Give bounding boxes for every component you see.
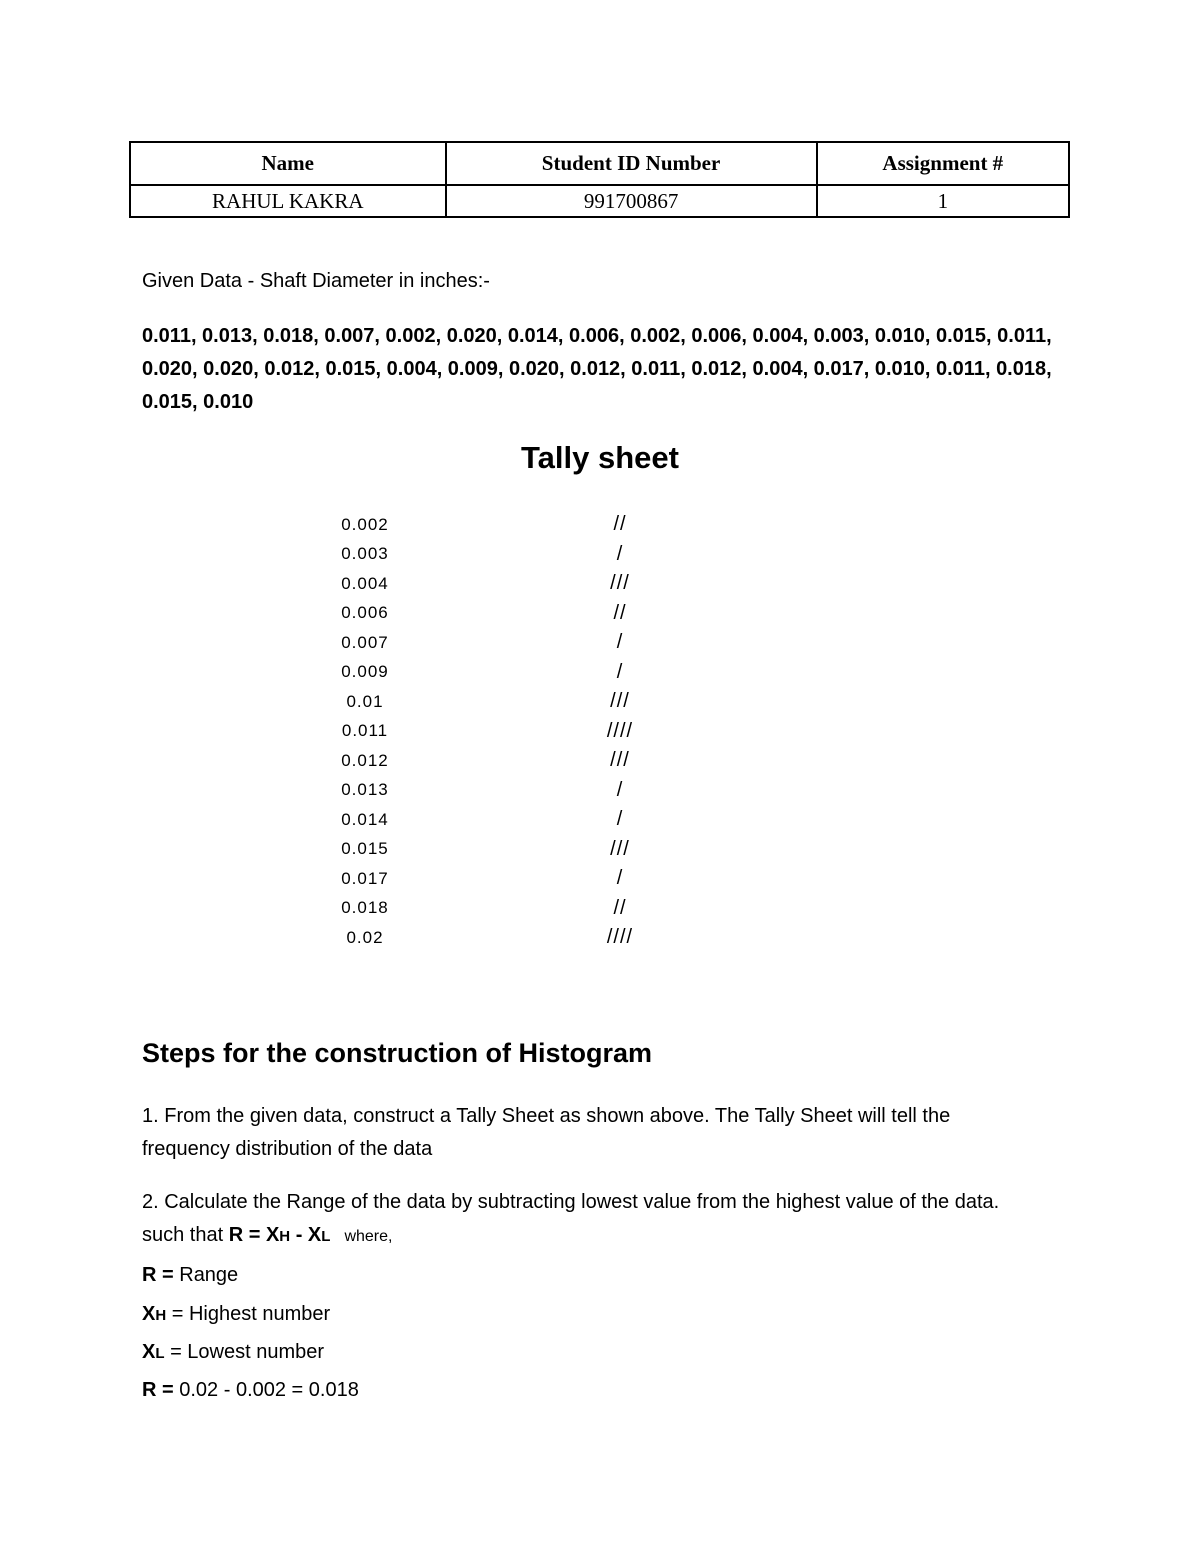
tally-row (300, 687, 810, 717)
tally-row (300, 540, 810, 570)
tally-marks: /// (610, 572, 630, 595)
def-xh-symbol: X (142, 1303, 156, 1325)
tally-marks: // (613, 601, 627, 624)
tally-row (300, 835, 810, 865)
tally-value: 0.012 (341, 750, 389, 770)
tally-marks: /// (610, 749, 630, 772)
tally-value: 0.013 (341, 780, 389, 800)
given-data-label: Given Data - Shaft Diameter in inches:- (142, 270, 490, 292)
def-xh-text: = Highest number (166, 1303, 331, 1325)
formula-r-xh: R = X (228, 1224, 280, 1246)
tally-value: 0.014 (341, 809, 389, 829)
tally-marks: / (616, 631, 624, 654)
calc-text: 0.02 - 0.002 = 0.018 (173, 1379, 359, 1401)
tally-row (300, 717, 810, 747)
tally-row (300, 776, 810, 806)
range-calculation (142, 1379, 359, 1402)
student-name: RAHUL KAKRA (130, 185, 446, 217)
tally-row (300, 658, 810, 688)
tally-row (300, 628, 810, 658)
tally-value: 0.007 (341, 632, 389, 652)
formula-minus-xl: - X (290, 1224, 322, 1246)
tally-marks: / (616, 660, 624, 683)
def-xh-subscript: H (155, 1307, 167, 1324)
tally-sheet-table (300, 510, 810, 953)
tally-marks: /// (610, 690, 630, 713)
tally-marks: // (613, 513, 627, 536)
tally-value: 0.003 (341, 544, 389, 564)
definition-highest (142, 1303, 330, 1326)
tally-value: 0.009 (341, 662, 389, 682)
tally-row (300, 894, 810, 924)
tally-row (300, 599, 810, 629)
range-formula (229, 1224, 331, 1246)
def-r-text: Range (173, 1264, 239, 1286)
definition-lowest (142, 1341, 324, 1364)
tally-value: 0.017 (341, 868, 389, 888)
formula-sub-l: L (321, 1228, 331, 1245)
tally-row (300, 805, 810, 835)
tally-value: 0.011 (341, 721, 389, 741)
tally-sheet-title: Tally sheet (521, 440, 679, 475)
student-id-header: Student ID Number (446, 142, 817, 185)
step-2 (142, 1186, 1042, 1253)
student-id: 991700867 (446, 185, 817, 217)
tally-marks: / (616, 542, 624, 565)
tally-row (300, 864, 810, 894)
tally-row (300, 923, 810, 953)
tally-marks: //// (606, 719, 634, 742)
tally-value: 0.006 (341, 603, 389, 623)
tally-value: 0.018 (341, 898, 389, 918)
def-xl-text: = Lowest number (164, 1341, 325, 1363)
student-info-table (129, 141, 1070, 218)
tally-marks: / (616, 867, 624, 890)
info-value-row (130, 185, 1069, 217)
def-r-symbol: R = (142, 1264, 174, 1286)
tally-value: 0.02 (346, 927, 384, 947)
tally-marks: //// (606, 926, 634, 949)
calc-r-symbol: R = (142, 1379, 174, 1401)
assignment-header: Assignment # (817, 142, 1069, 185)
step-1: 1. From the given data, construct a Tally Sheet as shown above. The Tally Sheet will tell the frequency distribution of the data (142, 1105, 951, 1160)
step-2-text: 2. Calculate the Range of the data by subtracting lowest value from the highest value of the data. such that (142, 1191, 1000, 1246)
formula-sub-h: H (279, 1228, 291, 1245)
tally-value: 0.015 (341, 839, 389, 859)
name-header: Name (130, 142, 446, 185)
tally-marks: /// (610, 837, 630, 860)
assignment-number: 1 (817, 185, 1069, 217)
tally-marks: / (616, 808, 624, 831)
tally-rows (300, 510, 810, 953)
tally-value: 0.004 (341, 573, 389, 593)
tally-row (300, 746, 810, 776)
tally-row (300, 569, 810, 599)
tally-row (300, 510, 810, 540)
def-xl-symbol: X (142, 1341, 156, 1363)
tally-value: 0.002 (341, 514, 389, 534)
def-xl-subscript: L (155, 1345, 165, 1362)
steps-title: Steps for the construction of Histogram (142, 1038, 653, 1068)
definition-range (142, 1264, 238, 1287)
where-label: where, (344, 1228, 393, 1245)
tally-value: 0.01 (346, 691, 384, 711)
tally-marks: // (613, 896, 627, 919)
tally-marks: / (616, 778, 624, 801)
info-header-row (130, 142, 1069, 185)
given-data-values: 0.011, 0.013, 0.018, 0.007, 0.002, 0.020, 0.014, 0.006, 0.002, 0.006, 0.004, 0.003, 0.010, 0.015, 0.011, 0.020, 0.020, 0.012, 0.015, 0.004, 0.009, 0.020, 0.012, 0.011, 0.012, 0.004, 0.017, 0.010, 0.011, 0.018, 0.015, 0.010 (142, 325, 1052, 413)
